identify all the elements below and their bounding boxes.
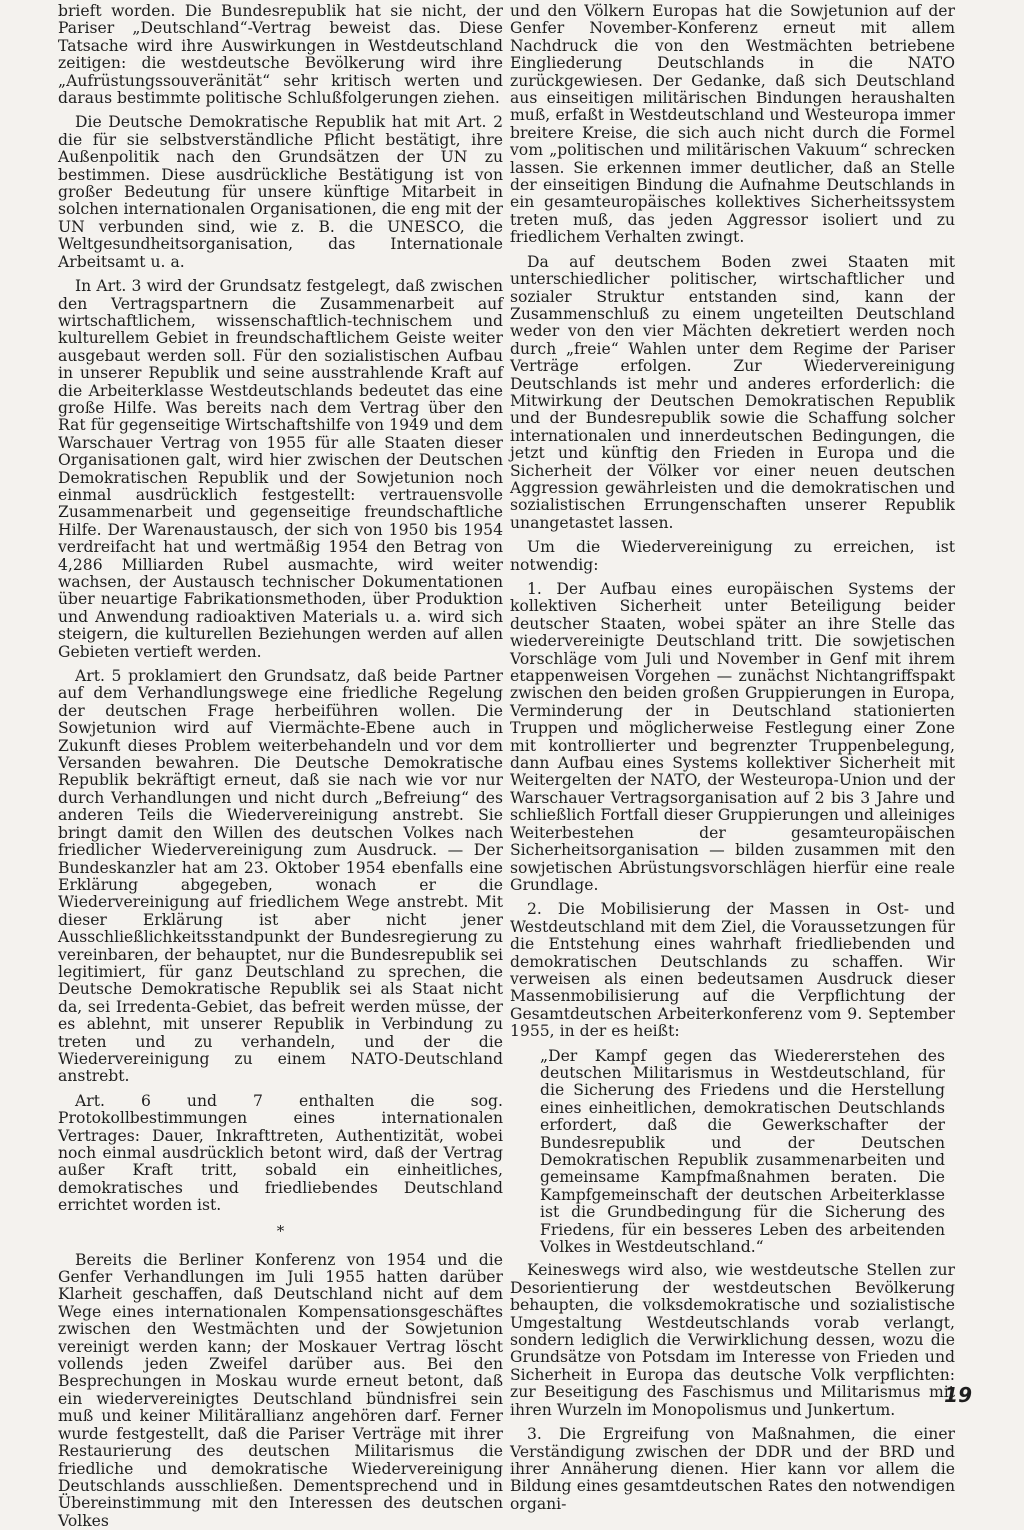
left-column [58,3,503,1530]
section-separator: * [276,1221,285,1240]
paragraph: Um die Wiedervereinigung zu erreichen, ist notwendig: [510,538,955,574]
block-quote: „Der Kampf gegen das Wiedererstehen des deutschen Militarismus in Westdeutschland, für die Sicherung des Friedens und die Herstellung eines einheitlichen, demokratischen Deutschlands erfordert, daß die Gewerkschafter der Bundesrepublik und der Deutschen Demokratischen Republik zusammenarbeiten und gemeinsame Kampfmaßnahmen beraten. Die Kampfgemeinschaft der deutschen Arbeiterklasse ist die Grundbedingung für die Sicherung des Friedens, für ein besseres Leben des arbeitenden Volkes in Westdeutschland.“ [540,1046,945,1257]
paragraph: Die Deutsche Demokratische Republik hat mit Art. 2 die für sie selbstverständliche Pflicht bestätigt, ihre Außenpolitik nach den Grundsätzen der UN zu bestimmen. Diese ausdrückliche Bestätigung ist von großer Bedeutung für unsere künftige Mitarbeit in solchen internationalen Organisationen, die eng mit der UN verbunden sind, wie z. B. die UNESCO, die Weltgesundheitsorganisation, das Internationale Arbeitsamt u. a. [58,113,503,271]
paragraph: In Art. 3 wird der Grundsatz festgelegt, daß zwischen den Vertragspartnern die Zusammenarbeit auf wirtschaftlichem, wissenschaftlich-technischem und kulturellem Gebiet in freundschaftlichem Geiste weiter ausgebaut werden soll. Für den sozialistischen Aufbau in unserer Republik und seine ausstrahlende Kraft auf die Arbeiterklasse Westdeutschlands bedeutet das eine große Hilfe. Was bereits nach dem Vertrag über den Rat für gegenseitige Wirtschaftshilfe von 1949 und dem Warschauer Vertrag von 1955 für alle Staaten dieser Organisationen galt, wird hier zwischen der Deutschen Demokratischen Republik und der Sowjetunion noch einmal ausdrücklich festgestellt: vertrauensvolle Zusammenarbeit und gegenseitige freundschaftliche Hilfe. Der Warenaustausch, der sich von 1950 bis 1954 verdreifacht hat und wertmäßig 1954 den Betrag von 4,286 Milliarden Rubel ausmachte, wird weiter wachsen, der Austausch technischer Dokumentationen über neuartige Fabrikationsmethoden, über Produktion und Anwendung radioaktiven Materials u. a. wird sich steigern, die kulturellen Beziehungen werden auf allen Gebieten vertieft werden. [58,277,503,661]
list-item: 2. Die Mobilisierung der Massen in Ost- und Westdeutschland mit dem Ziel, die Voraussetzungen für die Entstehung eines wahrhaft friedliebenden und demokratischen Deutschlands zu schaffen. Wir verweisen als einen bedeutsamen Ausdruck dieser Massenmobilisierung auf die Verpflichtung der Gesamtdeutschen Arbeiterkonferenz vom 9. September 1955, in der es heißt: [510,900,955,1041]
paragraph: Da auf deutschem Boden zwei Staaten mit unterschiedlicher politischer, wirtschaftlicher und sozialer Struktur entstanden sind, kann der Zusammenschluß zu einem ungeteilten Deutschland weder von den vier Mächten dekretiert werden noch durch „freie“ Wahlen unter dem Regime der Pariser Verträge erfolgen. Zur Wiedervereinigung Deutschlands ist mehr und anderes erforderlich: die Mitwirkung der Deutschen Demokratischen Republik und der Bundesrepublik sowie die Schaffung solcher internationalen und innerdeutschen Bedingungen, die jetzt und künftig den Frieden in Europa und die Sicherheit der Völker vor einer neuen deutschen Aggression gewährleisten und die demokratischen und sozialistischen Errungenschaften unserer Republik unangetastet lassen. [510,252,955,532]
paragraph: Art. 6 und 7 enthalten die sog. Protokollbestimmungen eines internationalen Vertrages: Dauer, Inkrafttreten, Authentizität, wobei noch einmal ausdrücklich betont wird, daß der Vertrag außer Kraft tritt, sobald ein einheitliches, demokratisches und friedliebendes Deutschland errichtet worden ist. [58,1091,503,1215]
paragraph: brieft worden. Die Bundesrepublik hat sie nicht, der Pariser „Deutschland“-Vertrag beweist das. Diese Tatsache wird ihre Auswirkungen in Westdeutschland zeitigen: die westdeutsche Bevölkerung wird ihre „Aufrüstungssouveränität“ sehr kritisch werten und daraus bestimmte politische Schlußfolgerungen ziehen. [58,2,503,108]
paragraph: und den Völkern Europas hat die Sowjetunion auf der Genfer November-Konferenz erneut mit allem Nachdruck die von den Westmächten betriebene Eingliederung Deutschlands in die NATO zurückgewiesen. Der Gedanke, daß sich Deutschland aus einseitigen militärischen Bindungen heraushalten muß, erfaßt in Westdeutschland und Westeuropa immer breitere Kreise, die sich auch nicht durch die Formel vom „politischen und militärischen Vakuum“ schrecken lassen. Sie erkennen immer deutlicher, daß an Stelle der einseitigen Bindung die Aufnahme Deutschlands in ein gesamteuropäisches kollektives Sicherheitssystem treten muß, das jeden Aggressor isoliert und zu friedlichem Verhalten zwingt. [510,2,955,247]
paragraph: Keineswegs wird also, wie westdeutsche Stellen zur Desorientierung der westdeutschen Bevölkerung behaupten, die volksdemokratische und sozialistische Umgestaltung Westdeutschlands vorab verlangt, sondern lediglich die Verwirklichung dessen, wozu die Grundsätze von Potsdam im Interesse von Frieden und Sicherheit in Europa das deutsche Volk verpflichten: zur Beseitigung des Faschismus und Militarismus mit ihren Wurzeln im Monopolismus und Junkertum. [510,1261,955,1419]
list-item: 3. Die Ergreifung von Maßnahmen, die einer Verständigung zwischen der DDR und der BRD und ihrer Annäherung dienen. Hier kann vor allem die Bildung eines gesamtdeutschen Rates den notwendigen organi- [510,1425,955,1513]
right-column [510,3,955,1513]
paragraph: Art. 5 proklamiert den Grundsatz, daß beide Partner auf dem Verhandlungswege eine friedliche Regelung der deutschen Frage herbeiführen wollen. Die Sowjetunion wird auf Viermächte-Ebene auch in Zukunft dieses Problem weiterbehandeln und vor dem Versanden bewahren. Die Deutsche Demokratische Republik bekräftigt erneut, daß sie nach wie vor nur durch Verhandlungen und nicht durch „Befreiung“ des anderen Teils die Wiedervereinigung anstrebt. Sie bringt damit den Willen des deutschen Volkes nach friedlicher Wiedervereinigung zum Ausdruck. — Der Bundeskanzler hat am 23. Oktober 1954 ebenfalls eine Erklärung abgegeben, wonach er die Wiedervereinigung auf friedlichem Wege anstrebt. Mit dieser Erklärung ist aber nicht jener Ausschließlichkeitsstandpunkt der Bundesregierung zu vereinbaren, der behauptet, nur die Bundesrepublik sei legitimiert, für ganz Deutschland zu sprechen, die Deutsche Demokratische Republik sei als Staat nicht da, sei Irredenta-Gebiet, das befreit werden müsse, der es ablehnt, mit unserer Republik in Verbindung zu treten und zu verhandeln, und der die Wiedervereinigung zu einem NATO-Deutschland anstrebt. [58,667,503,1086]
list-item: 1. Der Aufbau eines europäischen Systems der kollektiven Sicherheit unter Beteiligung beider deutscher Staaten, wobei später an ihre Stelle das wiedervereinigte Deutschland tritt. Die sowjetischen Vorschläge vom Juli und November in Genf mit ihrem etappenweisen Vorgehen — zunächst Nichtangriffspakt zwischen den beiden großen Gruppierungen in Europa, Verminderung der in Deutschland stationierten Truppen und möglicherweise Festlegung einer Zone mit kontrollierter und begrenzter Truppenbelegung, dann Aufbau eines Systems kollektiver Sicherheit mit Weitergelten der NATO, der Westeuropa-Union und der Warschauer Vertragsorganisation auf 2 bis 3 Jahre und schließlich Fortfall dieser Gruppierungen und alleiniges Weiterbestehen der gesamteuropäischen Sicherheitsorganisation — bilden zusammen mit den sowjetischen Abrüstungsvorschlägen hierfür eine reale Grundlage. [510,580,955,894]
page-number: 19 [944,1383,972,1407]
paragraph: Bereits die Berliner Konferenz von 1954 und die Genfer Verhandlungen im Juli 1955 hatten darüber Klarheit geschaffen, daß Deutschland nicht auf dem Wege eines internationalen Kompensationsgeschäftes zwischen den Westmächten und der Sowjetunion vereinigt werden kann; der Moskauer Vertrag löscht vollends jeden Zweifel darüber aus. Bei den Besprechungen in Moskau wurde erneut betont, daß ein wiedervereinigtes Deutschland bündnisfrei sein muß und keiner Militärallianz angehören darf. Ferner wurde festgestellt, daß die Pariser Verträge mit ihrer Restaurierung des deutschen Militarismus die friedliche und demokratische Wiedervereinigung Deutschlands ausschließen. Dementsprechend und in Übereinstimmung mit den Interessen des deutschen Volkes [58,1250,503,1530]
